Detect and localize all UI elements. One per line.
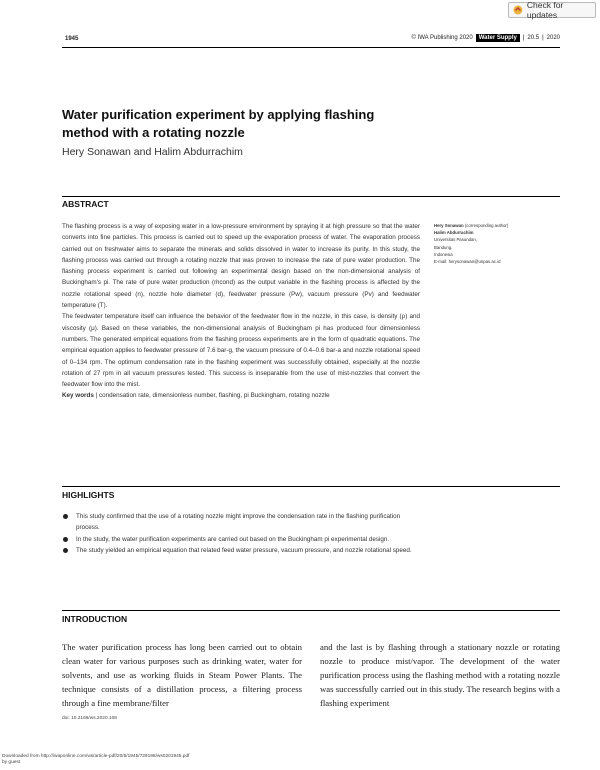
download-source[interactable]: Downloaded from http://iwaponline.com/ws/article-pdf/20/5/1945/729198/ws0201945.pdf [2,754,190,759]
article-title [62,106,462,142]
journal-header [411,34,560,42]
year: 2020 [546,35,560,41]
header-divider: | [542,35,544,41]
abstract-paragraph-1: The flashing process is a way of exposing water in a low-pressure environment by spraying it at high pressure so that the water converts into fine particles. This process is carried out to speed up the evaporation process of water. The evaporation process carried out on freshwater aims to separate the minerals and solids dissolved in water to increase its purity. In this study, the flashing process was carried out through a rotating nozzle that was proven to increase the rate of pure water production. The flashing process experiment is carried out following an experimental design based on the non-dimensional analysis of Buckingham's pi. The rate of pure water production (ṁcond) as the output variable in the flashing process is affected by the nozzle rotational speed (n), nozzle hole diameter (d), feedwater pressure (Pw), vacuum pressure (Pv) and feedwater temperature (T). [62,223,420,310]
update-icon [513,5,523,15]
abstract-paragraph-2: The feedwater temperature itself can influence the behavior of the feedwater flow in the nozzle, in this case, is density (ρ) and viscosity (μ). Based on these variables, the non-dimensional analysis of Buckingham pi has produced four dimensionless numbers. The generated empirical equations from the flashing process experiments are in the form of quadratic equations. The empirical equation applies to feedwater pressure of 7.6 bar-g, the vacuum pressure of 0.4–0.6 bar-a and nozzle rotational speed of 0–134 rpm. The optimum condensation rate in the flashing experiment was successfully obtained, especially at the nozzle rotation of 27 rpm in all vacuum pressures tested. This success is inseparable from the use of mist-nozzles that convert the feedwater flow into the mist. [62,313,420,389]
abstract-rule [62,196,560,197]
check-for-updates-label: Check for updates [526,0,564,20]
introduction-rule [62,610,560,611]
highlight-text: In the study, the water purification experiments are carried out based on the Buckingham pi experimental design. [76,535,390,543]
title-line-2: method with a rotating nozzle [62,125,245,140]
highlights-rule [62,486,560,487]
download-by: by guest [2,760,21,765]
download-footer [2,754,189,766]
city: Bandung, [434,244,453,250]
keywords [62,390,420,401]
highlight-text: This study confirmed that the use of a rotating nozzle might improve the condensation rate in the flashing purification process. [76,513,401,532]
intro-column-1: The water purification process has long been carried out to obtain clean water for various purposes such as drinking water, water for solvents, and use as working fluids in Steam Power Plants. The technique consists of a distillation process, a filtering process through a fine membrane/filter [62,642,302,709]
abstract-heading: ABSTRACT [62,199,109,209]
keywords-divider: | [95,392,99,400]
header-divider: | [522,35,525,41]
abstract-text [62,221,420,402]
check-for-updates-button[interactable] [508,2,596,18]
corresponding-author-note: (corresponding author) [463,223,509,228]
correspondence-block [434,222,564,265]
highlight-item [62,534,422,545]
introduction-heading: INTRODUCTION [62,614,128,624]
bullet-icon [63,537,68,542]
country: Indonesia [434,251,453,257]
highlight-text: The study yielded an empirical equation that related feed water pressure, vacuum pressure, and nozzle rotational speed. [76,546,412,554]
volume-issue: 20.5 [527,35,540,41]
coauthor-name: Halim Abdurrachim [434,230,474,236]
doi[interactable]: doi: 10.2166/ws.2020.108 [62,716,117,721]
journal-name: Water Supply [476,34,520,42]
highlight-item [62,511,422,534]
title-line-1: Water purification experiment by applying flashing [62,107,375,122]
email[interactable]: E-mail: herysonawan@unpas.ac.id [434,259,501,265]
corresponding-author-name: Hery Sonawan [434,223,464,228]
bullet-icon [63,514,68,519]
affiliation: Universitas Pasundan, [434,237,477,243]
highlight-item [62,545,422,556]
page-number: 1945 [65,36,79,42]
highlights-heading: HIGHLIGHTS [62,490,115,500]
intro-column-2: and the last is by flashing through a stationary nozzle or rotating nozzle to produce mist/vapor. The development of the water purification process using the flashing method with a rotating nozzle was successfully carried out in this study. The research begins with a flashing experiment [320,642,560,709]
authors: Hery Sonawan and Halim Abdurrachim [62,146,243,158]
keywords-list: condensation rate, dimensionless number, flashing, pi Buckingham, rotating nozzle [99,392,330,400]
copyright: © IWA Publishing 2020 [411,35,473,41]
keywords-label: Key words [62,392,94,400]
header-rule [62,47,560,48]
highlights-list [62,511,422,556]
bullet-icon [63,548,68,553]
